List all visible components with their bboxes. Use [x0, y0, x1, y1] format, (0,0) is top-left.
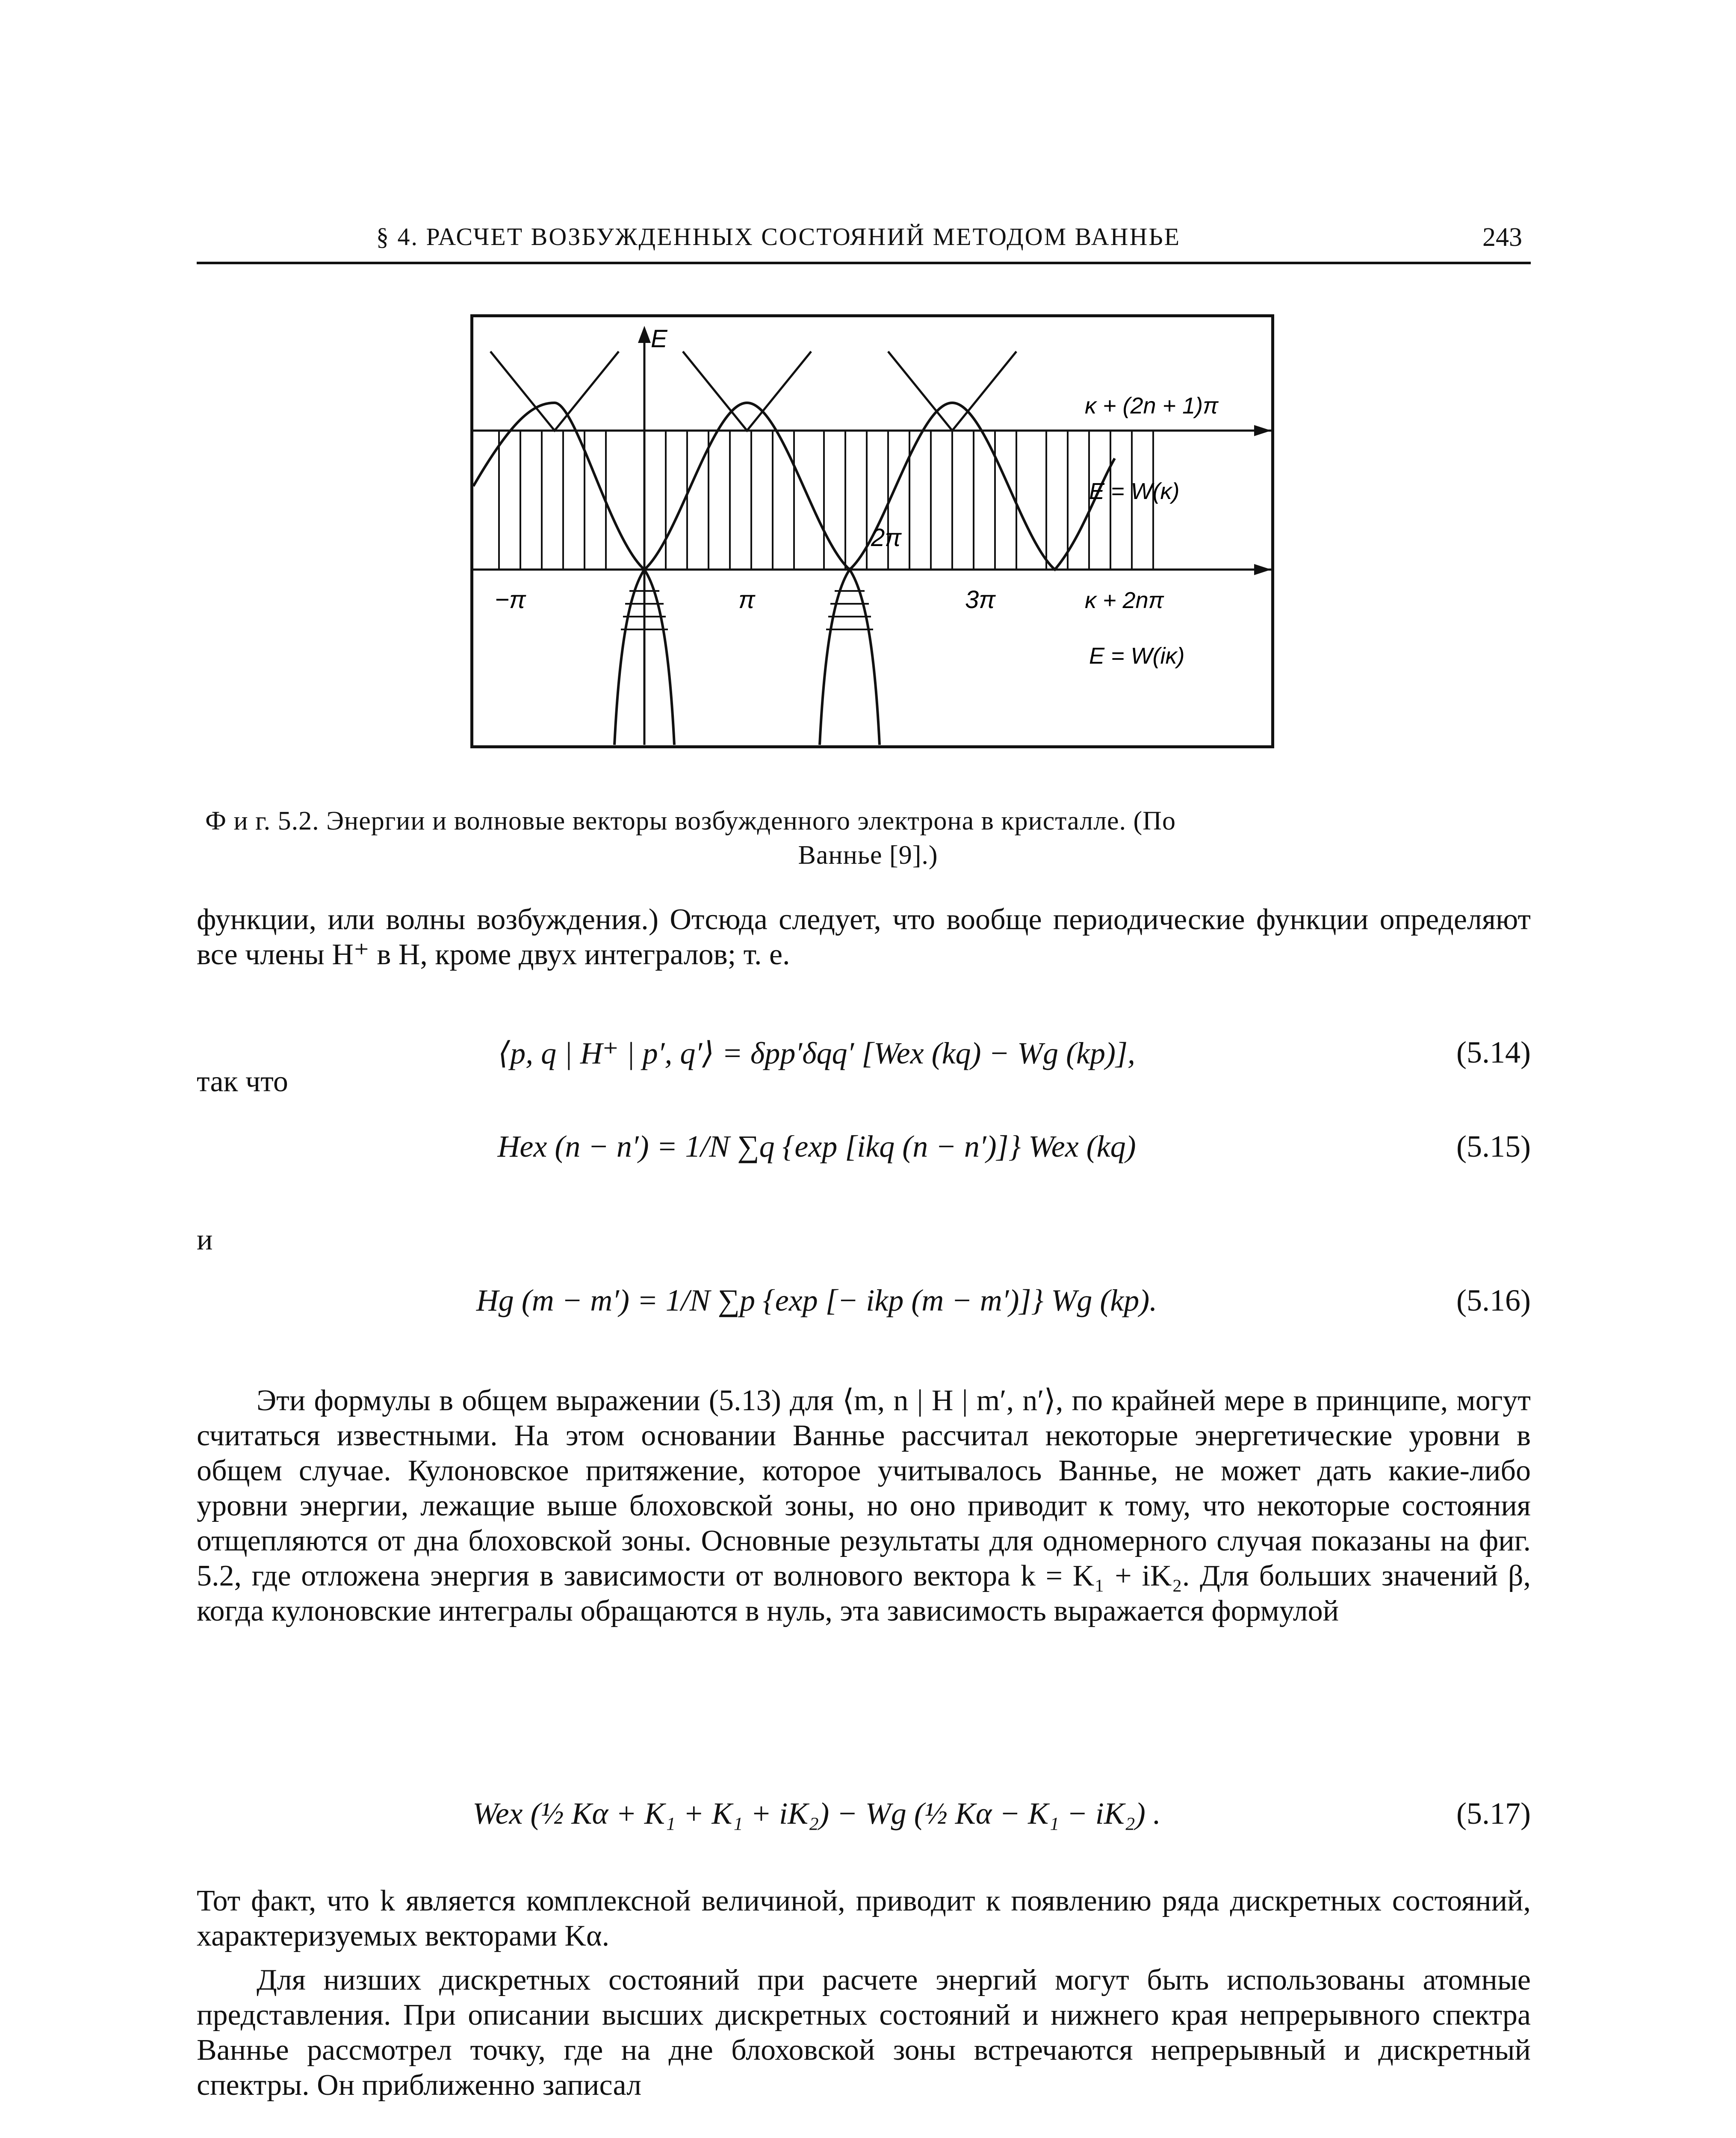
equation-5-14 — [197, 1035, 1531, 1078]
running-head-title: § 4. РАСЧЕТ ВОЗБУЖДЕННЫХ СОСТОЯНИЙ МЕТОДОМ ВАННЬЕ — [376, 223, 1181, 251]
label-e-axis: E — [651, 325, 667, 353]
label-two-pi: 2π — [871, 524, 902, 552]
label-k-2npi: κ + 2nπ — [1085, 588, 1164, 613]
equation-5-14-body: ⟨p, q | H⁺ | p′, q′⟩ = δpp′δqq′ [Wex (kq) − Wg (kp)], — [498, 1036, 1135, 1070]
equation-5-17-number: (5.17) — [1456, 1796, 1531, 1831]
paragraph-1: функции, или волны возбуждения.) Отсюда следует, что вообще периодические функции определяют все члены H⁺ в H, кроме двух интегралов; т. е. — [197, 903, 1531, 971]
band-diagram — [473, 317, 1271, 745]
figure-caption — [205, 804, 1531, 872]
top-line-arrow — [1254, 425, 1271, 436]
paragraph-4: Для низших дискретных состояний при расчете энергий могут быть использованы атомные представления. При описании высших дискретных состояний и нижнего края непрерывного спектра Ванньe рассмотрел точку, где на дне блоховской зоны встречаются непрерывный и дискретный спектры. Он приближенно записал — [197, 1964, 1531, 2102]
equation-5-16-body: Hg (m − m′) = 1/N ∑p {exp [− ikp (m − m′)]} Wg (kp). — [476, 1283, 1157, 1317]
label-minus-pi: −π — [495, 586, 526, 614]
discrete-levels-2 — [826, 591, 873, 629]
equation-5-15-body: Hex (n − n′) = 1/N ∑q {exp [ikq (n − n′)]} Wex (kq) — [497, 1129, 1136, 1163]
text-so-that: так что — [197, 1065, 288, 1098]
equation-5-17 — [197, 1796, 1531, 1839]
label-e-w-ik: E = W(iκ) — [1089, 643, 1185, 669]
e-axis-arrow — [638, 326, 651, 343]
paragraph-3: Тот факт, что k является комплексной величиной, приводит к появлению ряда дискретных состояний, характеризуемых векторами Kα. — [197, 1884, 1531, 1952]
paragraph-2: Эти формулы в общем выражении (5.13) для ⟨m, n | H | m′, n′⟩, по крайней мере в принципе, могут считаться известными. На этом основании Ванньe рассчитал некоторые энергетические уровни в общем случае. Кулоновское притяжение, которое учитывалось Ванньe, не может дать какие-либо уровни энергии, лежащие выше блоховской зоны, но оно приводит к тому, что некоторые состояния отщепляются от дна блоховской зоны. Основные результаты для одномерного случая показаны на фиг. 5.2, где отложена энергия в зависимости от волнового вектора k = K₁ + iK₂. Для больших значений β, когда кулоновские интегралы обращаются в нуль, эта зависимость выражается формулой — [197, 1384, 1531, 1627]
label-k-2n1pi: κ + (2n + 1)π — [1085, 393, 1219, 419]
equation-5-16-number: (5.16) — [1456, 1283, 1531, 1317]
figure-5-2 — [470, 314, 1274, 748]
label-three-pi: 3π — [965, 586, 996, 614]
header-rule — [197, 262, 1531, 264]
running-head — [197, 222, 1531, 261]
lower-parabola-2 — [820, 570, 880, 745]
equation-5-16 — [197, 1283, 1531, 1326]
page-number: 243 — [1482, 223, 1522, 252]
bottom-line-arrow — [1254, 564, 1271, 575]
label-pi: π — [738, 586, 755, 614]
label-e-w-k: E = W(κ) — [1089, 478, 1180, 504]
caption-line-2: Ванньe [9].) — [798, 841, 938, 870]
equation-5-14-number: (5.14) — [1456, 1035, 1531, 1069]
text-and: и — [197, 1223, 213, 1256]
equation-5-17-body: Wex (½ Kα + K₁ + K₁ + iK₂) − Wg (½ Kα − K₁ − iK₂) . — [472, 1796, 1161, 1831]
equation-5-15 — [197, 1129, 1531, 1172]
hatching — [499, 431, 1153, 570]
equation-5-15-number: (5.15) — [1456, 1129, 1531, 1163]
caption-line-1: Ф и г. 5.2. Энергии и волновые векторы возбужденного электрона в кристалле. (По — [205, 806, 1176, 836]
